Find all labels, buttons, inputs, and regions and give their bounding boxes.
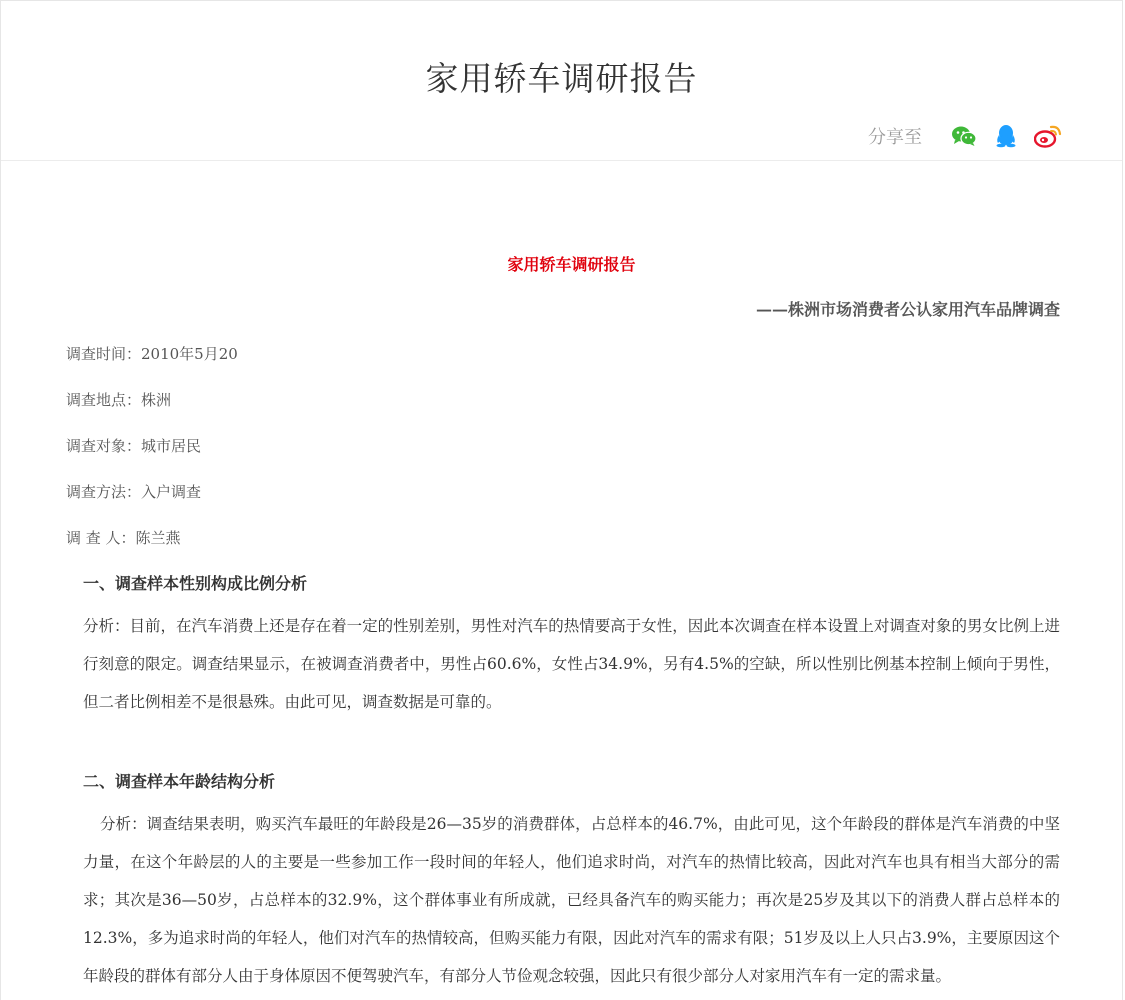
wechat-icon[interactable] [950,122,978,150]
section-text-gender: 分析：目前，在汽车消费上还是存在着一定的性别差别，男性对汽车的热情要高于女性，因此本次调查在样本设置上对调查对象的男女比例上进行刻意的限定。调查结果显示，在被调查消费者中，男性占60.6%，女性占34.9%，另有4.5%的空缺，所以性别比例基本控制上倾向于男性，但二者比例相差不是很悬殊。由此可见，调查数据是可靠的。 [83,617,1060,711]
page-title: 家用轿车调研报告 [425,59,698,98]
survey-meta [66,331,1060,561]
meta-survey-method: 调查方法：入户调查 [66,483,202,501]
share-bar [868,121,1062,151]
meta-surveyor: 调 查 人：陈兰燕 [66,529,181,547]
page-header [1,1,1122,161]
meta-survey-location: 调查地点：株洲 [66,391,172,409]
qq-icon[interactable] [992,122,1020,150]
section-heading-gender: 一、调查样本性别构成比例分析 [83,574,308,593]
share-label: 分享至 [868,127,922,148]
section-spacer [83,721,1060,759]
meta-survey-date: 调查时间：2010年5月20 [66,345,238,363]
weibo-icon[interactable] [1034,122,1062,150]
section-text-age: 分析：调查结果表明，购买汽车最旺的年龄段是26—35岁的消费群体，占总样本的46.7%，由此可见，这个年龄段的群体是汽车消费的中坚力量，在这个年龄层的人的主要是一些参加工作一段时间的年轻人，他们追求时尚，对汽车的热情比较高，因此对汽车也具有相当大部分的需求；其次是36—50岁，占总样本的32.9%，这个群体事业有所成就，已经具备汽车的购买能力；再次是25岁及其以下的消费人群占总样本的12.3%，多为追求时尚的年轻人，他们对汽车的热情较高，但购买能力有限，因此对汽车的需求有限；51岁及以上人只占3.9%，主要原因这个年龄段的群体有部分人由于身体原因不便驾驶汽车，有部分人节俭观念较强，因此只有很少部分人对家用汽车有一定的需求量。 [83,815,1060,985]
meta-survey-subject: 调查对象：城市居民 [66,437,202,455]
document-body [1,254,1122,995]
document-subtitle: ——株洲市场消费者公认家用汽车品牌调查 [755,300,1060,319]
document-title: 家用轿车调研报告 [507,255,636,274]
section-heading-age: 二、调查样本年龄结构分析 [83,772,276,791]
